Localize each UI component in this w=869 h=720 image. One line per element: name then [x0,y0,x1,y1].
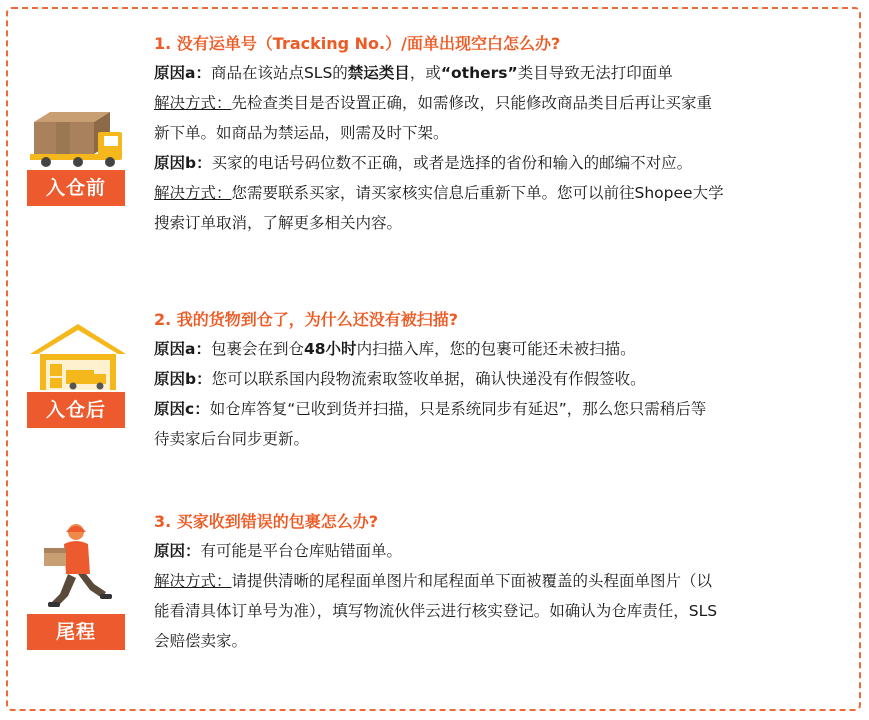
section-title: 2. 我的货物到仓了，为什么还没有被扫描? [154,310,459,329]
badge-last-mile: 尾程 [27,614,125,650]
text: 类目导致无法打印面单 [517,64,673,82]
section-3 [154,508,854,656]
text-line [154,364,854,394]
label-reason-b: 原因b： [154,154,212,172]
text: 新下单。如商品为禁运品，则需及时下架。 [154,124,449,142]
label-solution: 解决方式： [154,572,232,590]
label-solution: 解决方式： [154,184,232,202]
text-line [154,394,854,424]
text-bold: 48小时 [303,340,357,358]
text: 能看清具体订单号为准），填写物流伙伴云进行核实登记。如确认为仓库责任，SLS [154,602,718,620]
text-line [154,208,854,238]
text: 内扫描入库，您的包裹可能还未被扫描。 [356,340,636,358]
label-solution: 解决方式： [154,94,232,112]
text-line [154,118,854,148]
text: 会赔偿卖家。 [154,632,248,650]
text: 先检查类目是否设置正确，如需修改，只能修改商品类目后再让买家重 [231,94,713,112]
text-line [154,626,854,656]
delivery-truck-icon [28,108,128,168]
label-reason-b: 原因b： [154,370,212,388]
label-reason-a: 原因a： [154,340,211,358]
text-line [154,334,854,364]
text-line [154,566,854,596]
text-line [154,178,854,208]
text: 如仓库答复“已收到货并扫描，只是系统同步有延迟”，那么您只需稍后等 [209,400,707,418]
text: 有可能是平台仓库贴错面单。 [200,542,403,560]
text-line [154,424,854,454]
label-reason: 原因： [154,542,201,560]
text: 商品在该站点SLS的 [210,64,348,82]
section-1 [154,30,854,238]
text-line [154,536,854,566]
text-line [154,88,854,118]
text: 您可以联系国内段物流索取签收单据，确认快递没有作假签收。 [211,370,646,388]
text: 请提供清晰的尾程面单图片和尾程面单下面被覆盖的头程面单图片（以 [231,572,713,590]
section-2 [154,306,854,454]
text: 搜索订单取消，了解更多相关内容。 [154,214,403,232]
text-bold: “others” [440,64,518,82]
label-reason-a: 原因a： [154,64,211,82]
text: 买家的电话号码位数不正确，或者是选择的省份和输入的邮编不对应。 [211,154,693,172]
courier-icon [40,522,116,612]
badge-before-warehouse: 入仓前 [27,170,125,206]
text: 待卖家后台同步更新。 [154,430,310,448]
text-line [154,58,854,88]
text: ，或 [409,64,441,82]
warehouse-icon [28,322,128,392]
text-line [154,596,854,626]
text: 包裹会在到仓 [210,340,304,358]
text-bold: 禁运类目 [347,64,410,82]
section-title: 3. 买家收到错误的包裹怎么办? [154,512,379,531]
label-reason-c: 原因c： [154,400,210,418]
badge-after-warehouse: 入仓后 [27,392,125,428]
text-line [154,148,854,178]
section-title: 1. 没有运单号（Tracking No.）/面单出现空白怎么办? [154,34,561,53]
text: 您需要联系买家，请买家核实信息后重新下单。您可以前往Shopee大学 [231,184,724,202]
